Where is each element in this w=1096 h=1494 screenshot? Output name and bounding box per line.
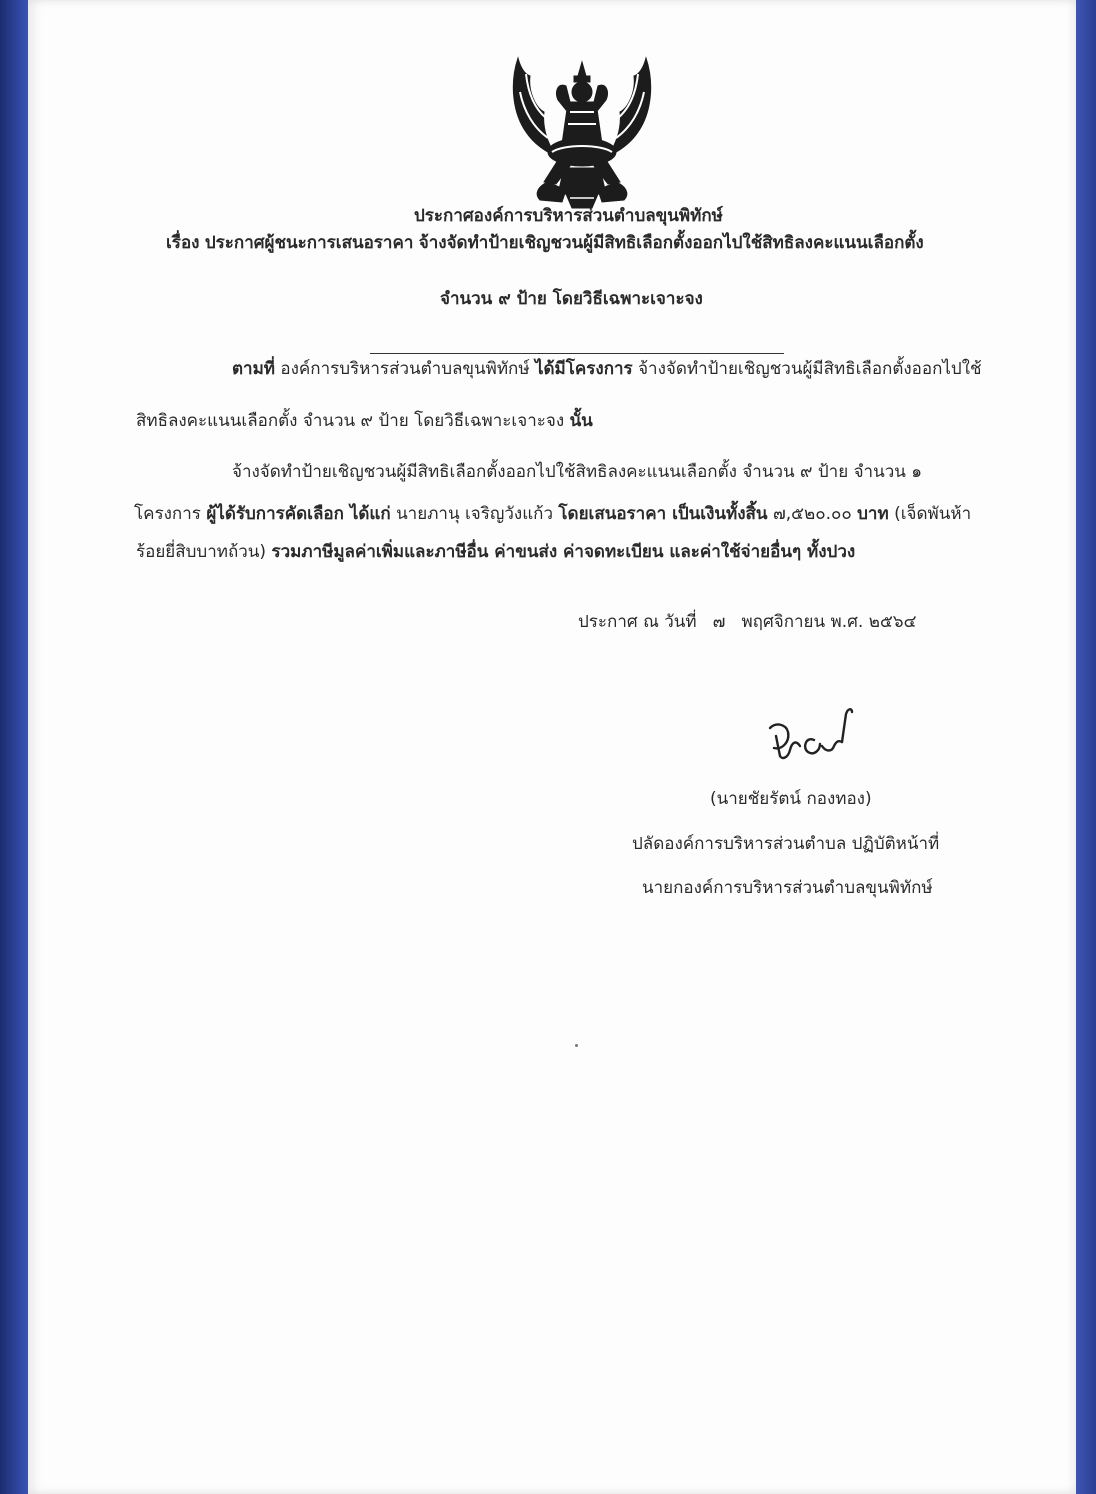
p1-lead: ตามที่ [232, 359, 275, 379]
p2-project-word: โครงการ [134, 504, 201, 524]
header-divider [370, 353, 784, 354]
background-left-edge [0, 0, 30, 1494]
paragraph-2-line-3 [136, 541, 855, 563]
paragraph-1-line-1 [232, 358, 982, 380]
p1-project-label: ได้มีโครงการ [534, 359, 633, 379]
p2-amount-words-end: ร้อยยี่สิบบาทถ้วน) [136, 542, 267, 562]
signer-name: (นายชัยรัตน์ กองทอง) [710, 789, 872, 809]
subject-bold: ประกาศผู้ชนะการเสนอราคา [204, 233, 414, 253]
subject-line-2: จำนวน ๙ ป้าย โดยวิธีเฉพาะเจาะจง [440, 289, 703, 309]
p1-end: นั้น [569, 411, 593, 431]
date-prefix: ประกาศ ณ วันที่ [578, 612, 697, 632]
p2-amount-words-start: (เจ็ดพันห้า [894, 504, 972, 524]
signer-position-2: นายกองค์การบริหารส่วนตำบลขุนพิทักษ์ [642, 878, 933, 898]
garuda-emblem-icon [508, 52, 656, 210]
p2-selected-label: ผู้ได้รับการคัดเลือก ได้แก่ [206, 504, 391, 524]
p1-org: องค์การบริหารส่วนตำบลขุนพิทักษ์ [280, 359, 530, 379]
paragraph-2-line-2 [134, 503, 971, 525]
date-month-year: พฤศจิกายน พ.ศ. ๒๕๖๔ [741, 612, 917, 632]
p1-line-2: สิทธิลงคะแนนเลือกตั้ง จำนวน ๙ ป้าย โดยวิธีเฉพาะเจาะจง [136, 411, 565, 431]
p2-amount: ๗,๕๒๐.๐๐ [772, 504, 852, 524]
p1-project: จ้างจัดทำป้ายเชิญชวนผู้มีสิทธิเลือกตั้งออกไปใช้ [638, 359, 982, 379]
subject-line-1 [166, 232, 924, 254]
subject-label: เรื่อง [166, 233, 200, 253]
date-day: ๗ [712, 612, 726, 632]
signer-position-1: ปลัดองค์การบริหารส่วนตำบล ปฏิบัติหน้าที่ [632, 834, 940, 854]
p2-inclusions: รวมภาษีมูลค่าเพิ่มและภาษีอื่น ค่าขนส่ง ค่าจดทะเบียน และค่าใช้จ่ายอื่นๆ ทั้งปวง [271, 542, 856, 562]
paper-speck [575, 1044, 578, 1047]
org-title: ประกาศองค์การบริหารส่วนตำบลขุนพิทักษ์ [414, 206, 723, 226]
paragraph-1-line-2 [136, 410, 593, 432]
p2-baht: บาท [857, 504, 889, 524]
announcement-date [578, 611, 916, 633]
signature-image [762, 706, 862, 772]
p2-price-label: โดยเสนอราคา เป็นเงินทั้งสิ้น [558, 504, 768, 524]
p2-winner-name: นายภานุ เจริญวังแก้ว [396, 504, 553, 524]
paragraph-2-line-1: จ้างจัดทำป้ายเชิญชวนผู้มีสิทธิเลือกตั้งออกไปใช้สิทธิลงคะแนนเลือกตั้ง จำนวน ๙ ป้าย จำนวน ๑ [232, 462, 923, 482]
subject-rest: จ้างจัดทำป้ายเชิญชวนผู้มีสิทธิเลือกตั้งออกไปใช้สิทธิลงคะแนนเลือกตั้ง [418, 233, 924, 253]
background-right-edge [1074, 0, 1096, 1494]
